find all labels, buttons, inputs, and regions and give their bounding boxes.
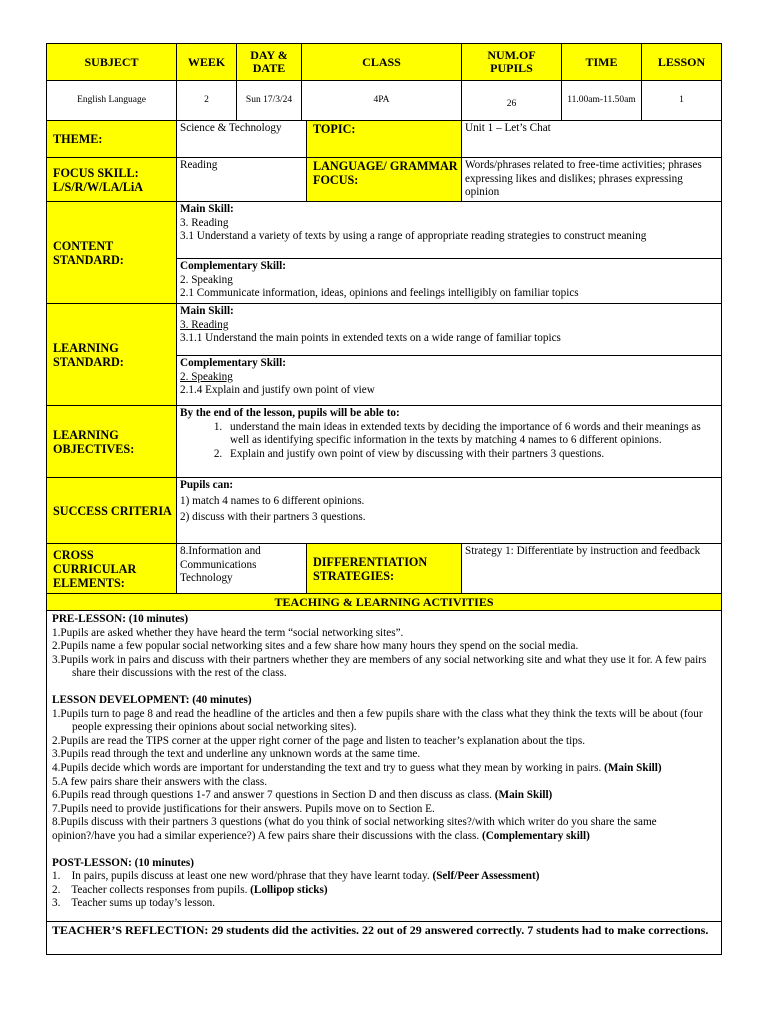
- pre-lesson-item: 2.Pupils name a few popular social networking sites and a few share how many hours they spend on the social media.: [52, 640, 579, 653]
- ls-main-title: Main Skill:: [180, 305, 234, 317]
- success-criteria-content: [177, 478, 722, 544]
- objective-item: 2. Explain and justify own point of view by discussing with their partners 3 questions.: [225, 448, 718, 462]
- theme-label: THEME:: [47, 121, 177, 158]
- success-intro: Pupils can:: [180, 479, 234, 491]
- language-focus-label: LANGUAGE/ GRAMMAR FOCUS:: [307, 158, 462, 202]
- ls-comp-desc: 2.1.4 Explain and justify own point of view: [180, 384, 375, 397]
- development-title: LESSON DEVELOPMENT: (40 minutes): [52, 693, 252, 706]
- activities-title: TEACHING & LEARNING ACTIVITIES: [47, 594, 722, 611]
- development-item: 4.Pupils decide which words are important for understanding the text and try to guess what they mean by working in pairs. (Main Skill): [52, 761, 662, 774]
- header-table: [46, 43, 722, 121]
- cross-curricular-label: CROSS CURRICULAR ELEMENTS:: [47, 544, 177, 594]
- objective-item: 1. understand the main ideas in extended texts by deciding the importance of 6 words and their meanings as well as identifying specific information in the texts by matching 4 names to 6 different opinions.: [225, 421, 718, 448]
- content-main-skill: 3. Reading: [180, 216, 229, 229]
- info-pupils: 26: [462, 81, 562, 121]
- theme-value: Science & Technology: [177, 121, 307, 158]
- complementary-skill-tag: (Complementary skill): [481, 829, 590, 842]
- development-item: 3.Pupils read through the text and underline any unknown words at the same time.: [52, 748, 421, 761]
- content-comp-desc: 2.1 Communicate information, ideas, opinions and feelings intelligibly on familiar topics: [180, 287, 579, 300]
- header-week: WEEK: [177, 44, 237, 81]
- teacher-reflection: TEACHER’S REFLECTION: 29 students did the activities. 22 out of 29 answered correctly. 7 students had to make corrections.: [47, 922, 722, 955]
- header-num-pupils: NUM.OF PUPILS: [462, 44, 562, 81]
- development-item: 5.A few pairs share their answers with the class.: [52, 775, 267, 788]
- objectives-content: [177, 406, 722, 478]
- header-time: TIME: [562, 44, 642, 81]
- assessment-tag: (Self/Peer Assessment): [432, 870, 540, 883]
- differentiation-label: DIFFERENTIATION STRATEGIES:: [307, 544, 462, 594]
- content-standard-main: [177, 202, 722, 259]
- topic-value: Unit 1 – Let’s Chat: [462, 121, 722, 158]
- details-table: [46, 120, 722, 955]
- post-lesson-item: 1. In pairs, pupils discuss at least one new word/phrase that they have learnt today. (Self/Peer Assessment): [52, 870, 540, 883]
- learning-standard-label: LEARNING STANDARD:: [47, 304, 177, 406]
- focus-skill-label: FOCUS SKILL: L/S/R/W/LA/LiA: [47, 158, 177, 202]
- lollipop-tag: (Lollipop sticks): [250, 883, 328, 896]
- ls-main-desc: 3.1.1 Understand the main points in extended texts on a wide range of familiar topics: [180, 332, 561, 345]
- content-main-desc: 3.1 Understand a variety of texts by using a range of appropriate reading strategies to construct meaning: [180, 230, 647, 243]
- content-main-title: Main Skill:: [180, 203, 234, 215]
- ls-comp-skill: 2. Speaking: [180, 370, 233, 383]
- pre-lesson-item: 3.Pupils work in pairs and discuss with their partners whether they are members of any social networking site and what they use it for. A few pairs share their discussions with the rest of the class.: [52, 653, 707, 680]
- differentiation-value: Strategy 1: Differentiate by instruction and feedback: [462, 544, 722, 594]
- learning-standard-comp: [177, 356, 722, 406]
- info-time: 11.00am-11.50am: [562, 81, 642, 121]
- content-standard-comp: [177, 259, 722, 304]
- development-item: 8.Pupils discuss with their partners 3 questions (what do you think of social networking sites?/with which writer do you share the same opinion?/have you had a similar experience?) A few pairs share their discussions with the class. (Complementary skill): [52, 816, 657, 842]
- development-item: 6.Pupils read through questions 1-7 and answer 7 questions in Section D and then discuss as class. (Main Skill): [52, 789, 553, 802]
- main-skill-tag: (Main Skill): [604, 761, 662, 774]
- pre-lesson-title: PRE-LESSON: (10 minutes): [52, 613, 189, 625]
- post-lesson-title: POST-LESSON: (10 minutes): [52, 856, 194, 869]
- success-criteria-label: SUCCESS CRITERIA: [47, 478, 177, 544]
- ls-main-skill: 3. Reading: [180, 318, 229, 331]
- info-class: 4PA: [302, 81, 462, 121]
- development-item: 7.Pupils need to provide justifications for their answers. Pupils move on to Section E.: [52, 802, 435, 815]
- info-subject: English Language: [47, 81, 177, 121]
- language-focus-value: Words/phrases related to free-time activities; phrases expressing likes and dislikes; phrases expressing opinion: [462, 158, 722, 202]
- info-date: Sun 17/3/24: [237, 81, 302, 121]
- header-lesson: LESSON: [642, 44, 722, 81]
- development-item: 1.Pupils turn to page 8 and read the headline of the articles and then a few pupils share with the class what they think the texts will be about (four people expressing their opinions about social networking sites).: [52, 707, 703, 734]
- info-lesson: 1: [642, 81, 722, 121]
- main-skill-tag: (Main Skill): [494, 789, 553, 802]
- success-item: 2) discuss with their partners 3 questions.: [180, 511, 366, 524]
- header-subject: SUBJECT: [47, 44, 177, 81]
- content-comp-skill: 2. Speaking: [180, 273, 233, 286]
- success-item: 1) match 4 names to 6 different opinions.: [180, 494, 365, 507]
- ls-comp-title: Complementary Skill:: [180, 357, 286, 369]
- post-lesson-item: 3. Teacher sums up today’s lesson.: [52, 897, 216, 910]
- post-lesson-item: 2. Teacher collects responses from pupils. (Lollipop sticks): [52, 883, 328, 896]
- focus-skill-value: Reading: [177, 158, 307, 202]
- topic-label: TOPIC:: [307, 121, 462, 158]
- content-comp-title: Complementary Skill:: [180, 260, 286, 272]
- objectives-intro: By the end of the lesson, pupils will be able to:: [180, 407, 400, 419]
- header-day-date: DAY & DATE: [237, 44, 302, 81]
- development-item: 2.Pupils are read the TIPS corner at the upper right corner of the page and listen to teacher’s explanation about the tips.: [52, 734, 586, 747]
- content-standard-label: CONTENT STANDARD:: [47, 202, 177, 304]
- cross-curricular-value: 8.Information and Communications Technology: [177, 544, 307, 594]
- pre-lesson-item: 1.Pupils are asked whether they have heard the term “social networking sites”.: [52, 626, 404, 639]
- activities-content: [47, 611, 722, 922]
- objectives-list: [180, 421, 718, 462]
- info-week: 2: [177, 81, 237, 121]
- objectives-label: LEARNING OBJECTIVES:: [47, 406, 177, 478]
- learning-standard-main: [177, 304, 722, 356]
- header-class: CLASS: [302, 44, 462, 81]
